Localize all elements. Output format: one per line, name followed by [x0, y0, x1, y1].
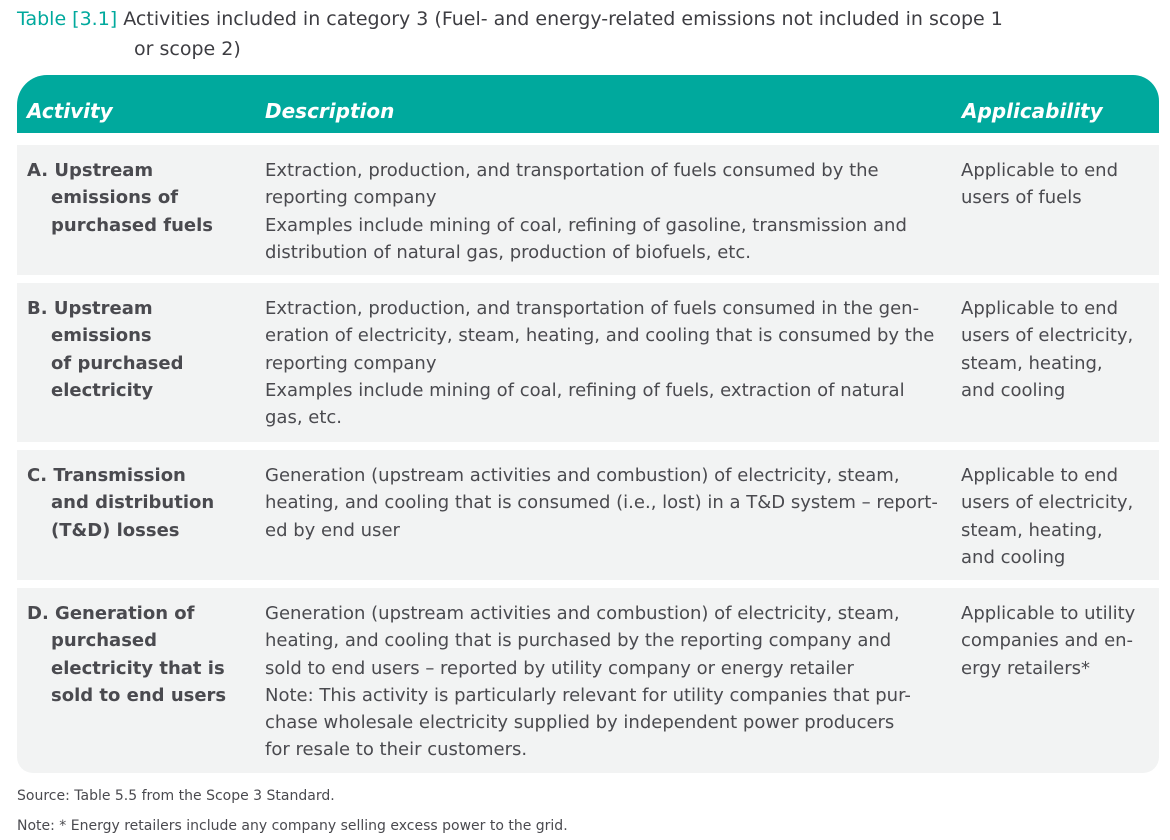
description-line: Generation (upstream activities and combustion) of electricity, steam,: [265, 603, 900, 624]
applicability-line: and cooling: [961, 379, 1066, 401]
cell-applicability: [961, 157, 1118, 212]
activity-line: of purchased: [51, 352, 184, 374]
cell-description: [265, 157, 907, 266]
table-header: [17, 75, 1159, 133]
applicability-line: and cooling: [961, 546, 1066, 568]
description-line: distribution of natural gas, production of biofuels, etc.: [265, 241, 751, 263]
activity-line: A. Upstream: [27, 160, 154, 181]
header-description: Description: [265, 99, 395, 123]
activity-line: sold to end users: [51, 684, 227, 706]
caption-line-2: or scope 2): [134, 38, 241, 60]
activities-table: [17, 75, 1159, 773]
activity-line: C. Transmission: [27, 465, 186, 486]
header-applicability: Applicability: [962, 99, 1103, 123]
description-line: Examples include mining of coal, refining of gasoline, transmission and: [265, 214, 907, 236]
activity-line: emissions of: [51, 187, 179, 209]
table-row: [17, 283, 1159, 442]
cell-activity: [27, 462, 214, 544]
applicability-line: companies and en-: [961, 630, 1134, 652]
applicability-line: Applicable to utility: [961, 603, 1136, 624]
applicability-line: Applicable to end: [961, 465, 1119, 486]
description-line: sold to end users – reported by utility company or energy retailer: [265, 657, 854, 679]
description-line: heating, and cooling that is purchased by the reporting company and: [265, 630, 892, 652]
activity-line: purchased: [51, 630, 158, 652]
table-caption: [17, 4, 1137, 64]
cell-description: [265, 295, 934, 431]
description-line: reporting company: [265, 187, 437, 209]
applicability-line: Applicable to end: [961, 160, 1119, 181]
table-number: Table [3.1]: [17, 8, 118, 30]
table-row: [17, 145, 1159, 275]
description-line: Extraction, production, and transportation of fuels consumed by the: [265, 160, 879, 181]
description-line: Extraction, production, and transportation of fuels consumed in the gen-: [265, 298, 920, 319]
description-line: Note: This activity is particularly relevant for utility companies that pur-: [265, 684, 911, 706]
table-row: [17, 588, 1159, 773]
activity-line: electricity: [51, 379, 154, 401]
cell-applicability: [961, 462, 1133, 571]
header-activity: Activity: [27, 99, 113, 123]
activity-line: B. Upstream: [27, 298, 153, 319]
applicability-line: users of fuels: [961, 187, 1082, 209]
description-line: gas, etc.: [265, 407, 343, 429]
description-line: reporting company: [265, 352, 437, 374]
activity-line: emissions: [51, 325, 152, 347]
description-line: Examples include mining of coal, refining of fuels, extraction of natural: [265, 379, 905, 401]
footnote: Note: * Energy retailers include any company selling excess power to the grid.: [17, 818, 568, 834]
cell-applicability: [961, 600, 1135, 682]
activity-line: D. Generation of: [27, 603, 195, 624]
cell-applicability: [961, 295, 1133, 404]
table-row: [17, 450, 1159, 580]
cell-activity: [27, 157, 213, 239]
description-line: ed by end user: [265, 519, 400, 541]
activity-line: electricity that is: [51, 657, 225, 679]
applicability-line: users of electricity,: [961, 325, 1134, 347]
activity-line: (T&D) losses: [51, 519, 180, 541]
applicability-line: ergy retailers*: [961, 657, 1090, 679]
cell-description: [265, 600, 911, 764]
cell-description: [265, 462, 938, 544]
cell-activity: [27, 295, 183, 404]
description-line: for resale to their customers.: [265, 739, 528, 761]
applicability-line: Applicable to end: [961, 298, 1119, 319]
caption-line-1: Activities included in category 3 (Fuel- and energy-related emissions not included in scope 1: [123, 8, 1003, 30]
applicability-line: users of electricity,: [961, 492, 1134, 514]
cell-activity: [27, 600, 226, 709]
description-line: chase wholesale electricity supplied by independent power producers: [265, 712, 895, 734]
applicability-line: steam, heating,: [961, 352, 1103, 374]
source-note: Source: Table 5.5 from the Scope 3 Standard.: [17, 788, 335, 804]
description-line: eration of electricity, steam, heating, and cooling that is consumed by the: [265, 325, 935, 347]
activity-line: purchased fuels: [51, 214, 214, 236]
applicability-line: steam, heating,: [961, 519, 1103, 541]
activity-line: and distribution: [51, 492, 215, 514]
description-line: Generation (upstream activities and combustion) of electricity, steam,: [265, 465, 900, 486]
description-line: heating, and cooling that is consumed (i.e., lost) in a T&D system – report-: [265, 492, 938, 514]
